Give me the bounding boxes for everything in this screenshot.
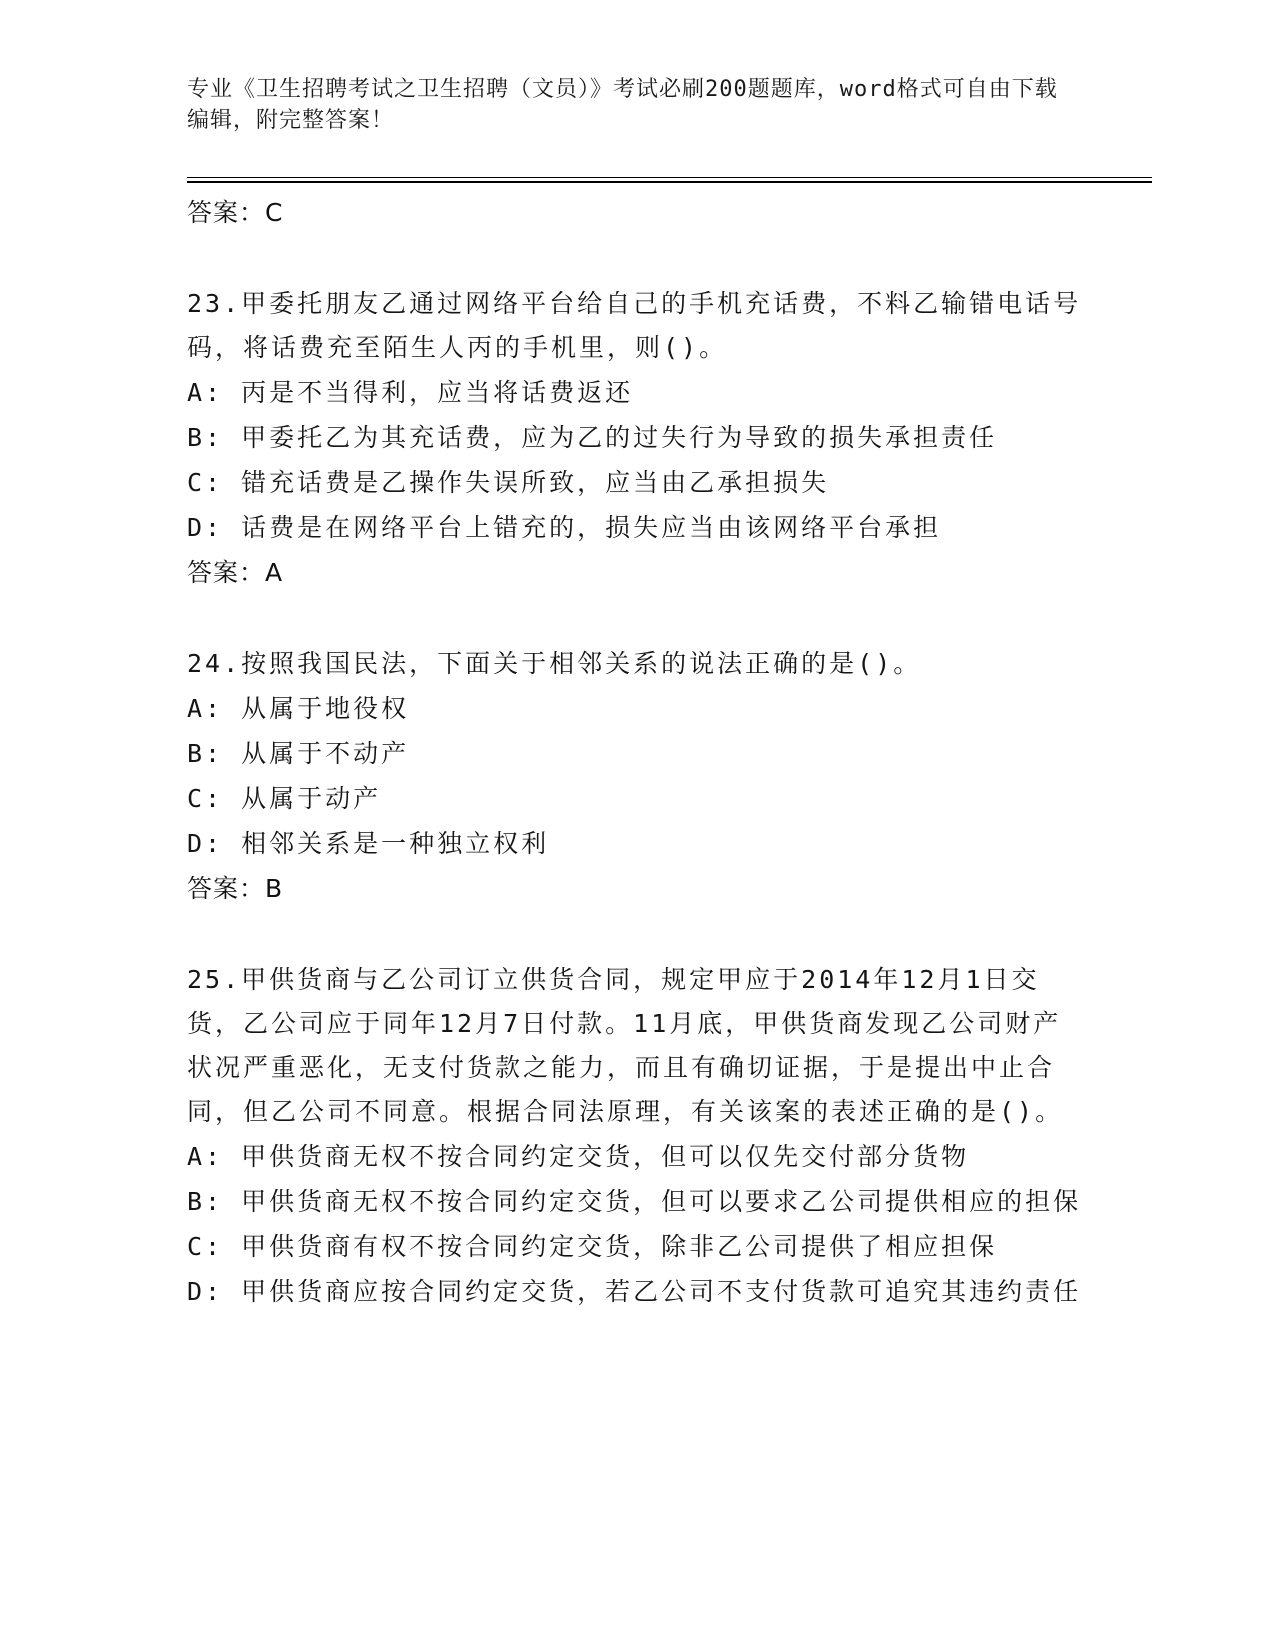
question-24: [187, 642, 1087, 912]
question-23: [187, 282, 1087, 596]
page-header: 专业《卫生招聘考试之卫生招聘（文员）》考试必刷200题题库，word格式可自由下载编辑，附完整答案！: [187, 77, 1058, 133]
option-d: D: 甲供货商应按合同约定交货，若乙公司不支付货款可追究其违约责任: [187, 1277, 1082, 1306]
option-a: A: 丙是不当得利，应当将话费返还: [187, 378, 634, 407]
option-d: D: 话费是在网络平台上错充的，损失应当由该网络平台承担: [187, 513, 942, 542]
question-25: [187, 958, 1087, 1314]
answer-line: 答案：A: [187, 558, 284, 587]
option-a: A: 从属于地役权: [187, 694, 410, 723]
option-b: B: 从属于不动产: [187, 739, 410, 768]
option-a: A: 甲供货商无权不按合同约定交货，但可以仅先交付部分货物: [187, 1142, 970, 1171]
answer-line: 答案：C: [187, 198, 284, 227]
option-b: B: 甲供货商无权不按合同约定交货，但可以要求乙公司提供相应的担保: [187, 1187, 1082, 1216]
header-divider-thick: [187, 181, 1152, 183]
question-text: 25.甲供货商与乙公司订立供货合同，规定甲应于2014年12月1日交货，乙公司应于同年12月7日付款。11月底，甲供货商发现乙公司财产状况严重恶化，无支付货款之能力，而且有确切证据，于是提出中止合同，但乙公司不同意。根据合同法原理，有关该案的表述正确的是()。: [187, 965, 1064, 1126]
question-text: 23.甲委托朋友乙通过网络平台给自己的手机充话费，不料乙输错电话号码，将话费充至陌生人丙的手机里，则()。: [187, 289, 1082, 362]
option-c: C: 错充话费是乙操作失误所致，应当由乙承担损失: [187, 468, 830, 497]
option-c: C: 从属于动产: [187, 784, 382, 813]
option-b: B: 甲委托乙为其充话费，应为乙的过失行为导致的损失承担责任: [187, 423, 998, 452]
option-c: C: 甲供货商有权不按合同约定交货，除非乙公司提供了相应担保: [187, 1232, 998, 1261]
question-list: [187, 190, 1087, 1314]
question-text: 24.按照我国民法，下面关于相邻关系的说法正确的是()。: [187, 649, 922, 678]
option-d: D: 相邻关系是一种独立权利: [187, 829, 550, 858]
header-divider: [187, 177, 1152, 178]
answer-line: 答案：B: [187, 874, 284, 903]
